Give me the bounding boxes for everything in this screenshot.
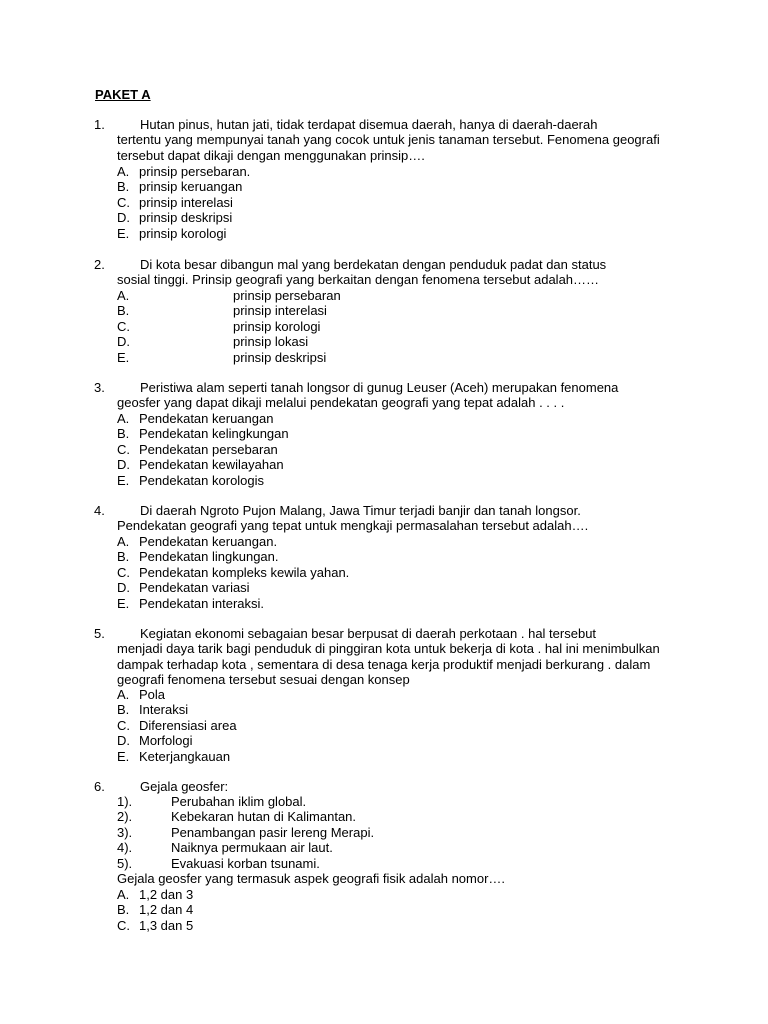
option-d: D. prinsip deskripsi	[117, 210, 233, 226]
option-a: A. prinsip persebaran.	[117, 164, 251, 179]
option-a: A. Pola	[117, 687, 166, 702]
list-item: 1). Perubahan iklim global.	[117, 794, 307, 809]
option-c: C. Diferensiasi area	[117, 717, 237, 733]
question-number: 6.	[94, 779, 105, 794]
option-b: B. 1,2 dan 4	[117, 902, 194, 918]
option-b: B. prinsip keruangan	[117, 179, 243, 195]
question-number: 3.	[94, 380, 105, 395]
option-b: B. Pendekatan kelingkungan	[117, 426, 289, 442]
option-e: E. Pendekatan interaksi.	[117, 595, 265, 611]
option-a: A. Pendekatan keruangan	[117, 411, 274, 426]
option-e: E. Keterjangkauan	[117, 748, 231, 764]
question-stem-first-line: Gejala geosfer:	[140, 779, 229, 794]
answer-options	[117, 887, 677, 933]
option-b: B. prinsip interelasi	[117, 303, 327, 319]
list-item: 4). Naiknya permukaan air laut.	[117, 840, 333, 856]
question-stem-first-line: Kegiatan ekonomi sebagaian besar berpusat di daerah perkotaan . hal tersebut	[140, 626, 597, 641]
phenomena-list	[117, 794, 677, 886]
question-stem	[117, 117, 677, 163]
question-stem	[117, 626, 677, 688]
answer-options	[117, 288, 677, 365]
answer-options	[117, 411, 677, 488]
question-stem-first-line: Hutan pinus, hutan jati, tidak terdapat disemua daerah, hanya di daerah-daerah	[140, 117, 598, 132]
option-c: C. Pendekatan persebaran	[117, 441, 278, 457]
option-e: E. prinsip deskripsi	[117, 349, 327, 365]
question-stem-rest: menjadi daya tarik bagi penduduk di pinggiran kota untuk bekerja di kota . hal ini menimbulkan dampak terhadap kota , sementara di desa tenaga kerja produktif menjadi berkurang . dalam geografi fenomena tersebut sesuai dengan konsep	[117, 641, 660, 688]
answer-options	[117, 534, 677, 611]
option-d: D. Pendekatan variasi	[117, 580, 250, 596]
question-stem	[117, 257, 677, 288]
option-a: A. prinsip persebaran	[117, 288, 341, 303]
option-e: E. Pendekatan korologis	[117, 472, 265, 488]
option-c: C. prinsip korologi	[117, 318, 321, 334]
option-d: D. prinsip lokasi	[117, 334, 309, 350]
list-item: 3). Penambangan pasir lereng Merapi.	[117, 824, 375, 840]
question-stem-rest: geosfer yang dapat dikaji melalui pendekatan geografi yang tepat adalah . . . .	[117, 395, 565, 411]
list-item: 2). Kebekaran hutan di Kalimantan.	[117, 809, 357, 825]
question-number: 4.	[94, 503, 105, 518]
question-stem-rest: Pendekatan geografi yang tepat untuk mengkaji permasalahan tersebut adalah….	[117, 518, 589, 534]
option-e: E. prinsip korologi	[117, 225, 227, 241]
question-stem-rest: sosial tinggi. Prinsip geografi yang berkaitan dengan fenomena tersebut adalah……	[117, 272, 600, 288]
question-stem-first-line: Peristiwa alam seperti tanah longsor di gunug Leuser (Aceh) merupakan fenomena	[140, 380, 619, 395]
question-stem	[117, 380, 677, 411]
answer-options	[117, 164, 677, 241]
option-d: D. Morfologi	[117, 733, 193, 749]
option-b: B. Pendekatan lingkungan.	[117, 549, 279, 565]
question-stem	[117, 779, 677, 794]
list-item: 5). Evakuasi korban tsunami.	[117, 855, 320, 871]
question-stem	[117, 503, 677, 534]
answer-options	[117, 687, 677, 764]
question-stem-rest: tertentu yang mempunyai tanah yang cocok untuk jenis tanaman tersebut. Fenomena geografi tersebut dapat dikaji dengan menggunakan prinsip….	[117, 132, 660, 163]
question-stem-first-line: Di daerah Ngroto Pujon Malang, Jawa Timur terjadi banjir dan tanah longsor.	[140, 503, 581, 518]
option-c: C. Pendekatan kompleks kewila yahan.	[117, 564, 350, 580]
option-a: A. 1,2 dan 3	[117, 887, 194, 902]
option-c: C. 1,3 dan 5	[117, 917, 194, 933]
page-title: PAKET A	[95, 87, 151, 102]
option-a: A. Pendekatan keruangan.	[117, 534, 278, 549]
option-c: C. prinsip interelasi	[117, 194, 233, 210]
question-number: 2.	[94, 257, 105, 272]
question-number: 5.	[94, 626, 105, 641]
question-stem-first-line: Di kota besar dibangun mal yang berdekatan dengan penduduk padat dan status	[140, 257, 607, 272]
question-number: 1.	[94, 117, 105, 132]
question-prompt: Gejala geosfer yang termasuk aspek geografi fisik adalah nomor….	[117, 870, 506, 886]
option-b: B. Interaksi	[117, 702, 189, 718]
option-d: D. Pendekatan kewilayahan	[117, 457, 284, 473]
